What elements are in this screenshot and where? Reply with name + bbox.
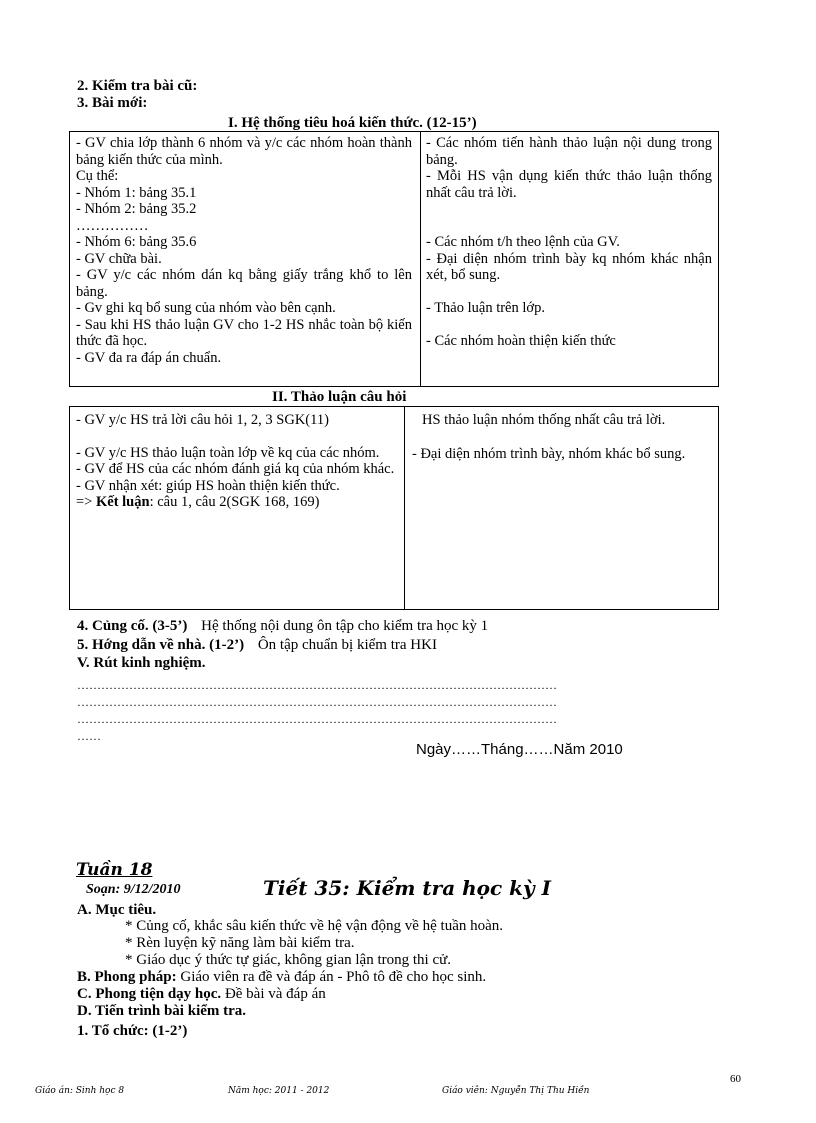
teacher-activity: - Gv ghi kq bổ sung của nhóm vào bên cạnh. [76,300,336,316]
section-old-lesson: 2. Kiểm tra bài cũ: [77,78,198,94]
method-label: B. Phong pháp: [77,969,177,985]
teacher-activity: - Sau khi HS thảo luận GV cho 1-2 HS nhắc toàn bộ kiến thức đã học. [76,316,412,349]
teacher-activity: - GV nhận xét: giúp HS hoàn thiện kiến thức. [76,477,340,494]
process-label: D. Tiến trình bài kiểm tra. [77,1003,247,1019]
teacher-activities [76,412,396,511]
homework-line [77,637,437,654]
prepared-date: Soạn: 9/12/2010 [86,882,181,897]
teacher-activity: - Nhóm 1: bảng 35.1 [76,184,197,201]
lesson-title: Tiết 35: Kiểm tra học kỳ I [263,876,551,900]
means-line [77,986,326,1003]
section-new-lesson: 3. Bài mới: [77,95,148,111]
consolidate-line [77,618,488,635]
footer-center: Năm học: 2011 - 2012 [228,1086,330,1096]
method-line [77,969,486,986]
table-divider [404,407,405,609]
activity-table-2 [69,406,719,610]
week-label: Tuần 18 [76,860,153,880]
student-activities [426,135,712,350]
teacher-activity: - Nhóm 2: bảng 35.2 [76,201,197,217]
teacher-activity: - GV y/c HS thảo luận toàn lớp về kq của các nhóm. [76,444,380,461]
dot-line: ………………………………………………………………………………………………………… [77,695,557,709]
teacher-activity: …………… [76,217,149,234]
dot-line: ………………………………………………………………………………………………………… [77,712,557,726]
teacher-activities [76,135,412,366]
part2-title: II. Thảo luận câu hỏi [272,389,407,405]
student-activity: - Mỗi HS vận dụng kiến thức thảo luận thống nhất câu trả lời. [426,168,712,201]
student-activities [412,412,712,462]
activity-table-1 [69,131,719,387]
homework-label: 5. Hớng dẫn về nhà. (1-2’) [77,637,245,653]
method-text: Giáo viên ra đề và đáp án - Phô tô đề cho học sinh. [180,969,487,985]
teacher-activity: - Nhóm 6: bảng 35.6 [76,234,197,250]
conclusion-label: Kết luận [95,494,150,510]
teacher-activity: - GV y/c các nhóm dán kq bằng giấy trắng khổ to lên bảng. [76,267,412,300]
student-activity: - Đại diện nhóm trình bày, nhóm khác bổ sung. [412,445,686,462]
objective-item: * Rèn luyện kỹ năng làm bài kiểm tra. [125,935,355,951]
student-activity: - Đại diện nhóm trình bày kq nhóm khác nhận xét, bổ sung. [426,250,712,283]
conclusion: => Kết luận: câu 1, câu 2(SGK 168, 169) [76,494,320,510]
teacher-activity: - GV y/c HS trả lời câu hỏi 1, 2, 3 SGK(11) [76,412,329,428]
teacher-activity: - GV để HS của các nhóm đánh giá kq của nhóm khác. [76,461,395,477]
page-number: 60 [730,1073,741,1085]
consolidate-text: Hệ thống nội dung ôn tập cho kiểm tra học kỳ 1 [201,618,489,634]
date-line: Ngày……Tháng……Năm 2010 [416,741,623,758]
organization-label: 1. Tổ chức: (1-2’) [77,1023,188,1039]
student-activity: HS thảo luận nhóm thống nhất câu trả lời. [422,412,666,428]
teacher-activity: Cụ thể: [76,168,119,184]
objective-item: * Củng cố, khắc sâu kiến thức về hệ vận động về hệ tuần hoàn. [125,918,504,934]
student-activity: - Thảo luận trên lớp. [426,299,545,316]
homework-text: Ôn tập chuẩn bị kiểm tra HKI [257,637,437,653]
means-text: Đề bài và đáp án [224,986,326,1002]
objectives-label: A. Mục tiêu. [77,902,157,918]
part1-title: I. Hệ thống tiêu hoá kiến thức. (12-15’) [228,115,477,131]
student-activity: - Các nhóm tiến hành thảo luận nội dung trong bảng. [426,135,712,168]
consolidate-label: 4. Củng cố. (3-5’) [77,618,188,634]
student-activity: - Các nhóm hoàn thiện kiến thức [426,333,616,349]
dot-line: ………………………………………………………………………………………………………… [77,678,557,692]
teacher-activity: - GV chữa bài. [76,250,162,267]
table-divider [420,132,421,386]
footer-right: Giáo viên: Nguyễn Thị Thu Hiền [442,1086,590,1096]
teacher-activity: - GV chia lớp thành 6 nhóm và y/c các nhóm hoàn thành bảng kiến thức của mình. [76,135,412,168]
objective-item: * Giáo dục ý thức tự giác, không gian lận trong thi cử. [125,952,451,968]
means-label: C. Phong tiện dạy học. [77,986,222,1002]
experience-label: V. Rút kinh nghiệm. [77,655,206,671]
footer-left: Giáo án: Sinh học 8 [35,1086,125,1096]
student-activity: - Các nhóm t/h theo lệnh của GV. [426,234,620,250]
teacher-activity: - GV đa ra đáp án chuẩn. [76,349,222,366]
dot-line: …… [77,729,101,743]
